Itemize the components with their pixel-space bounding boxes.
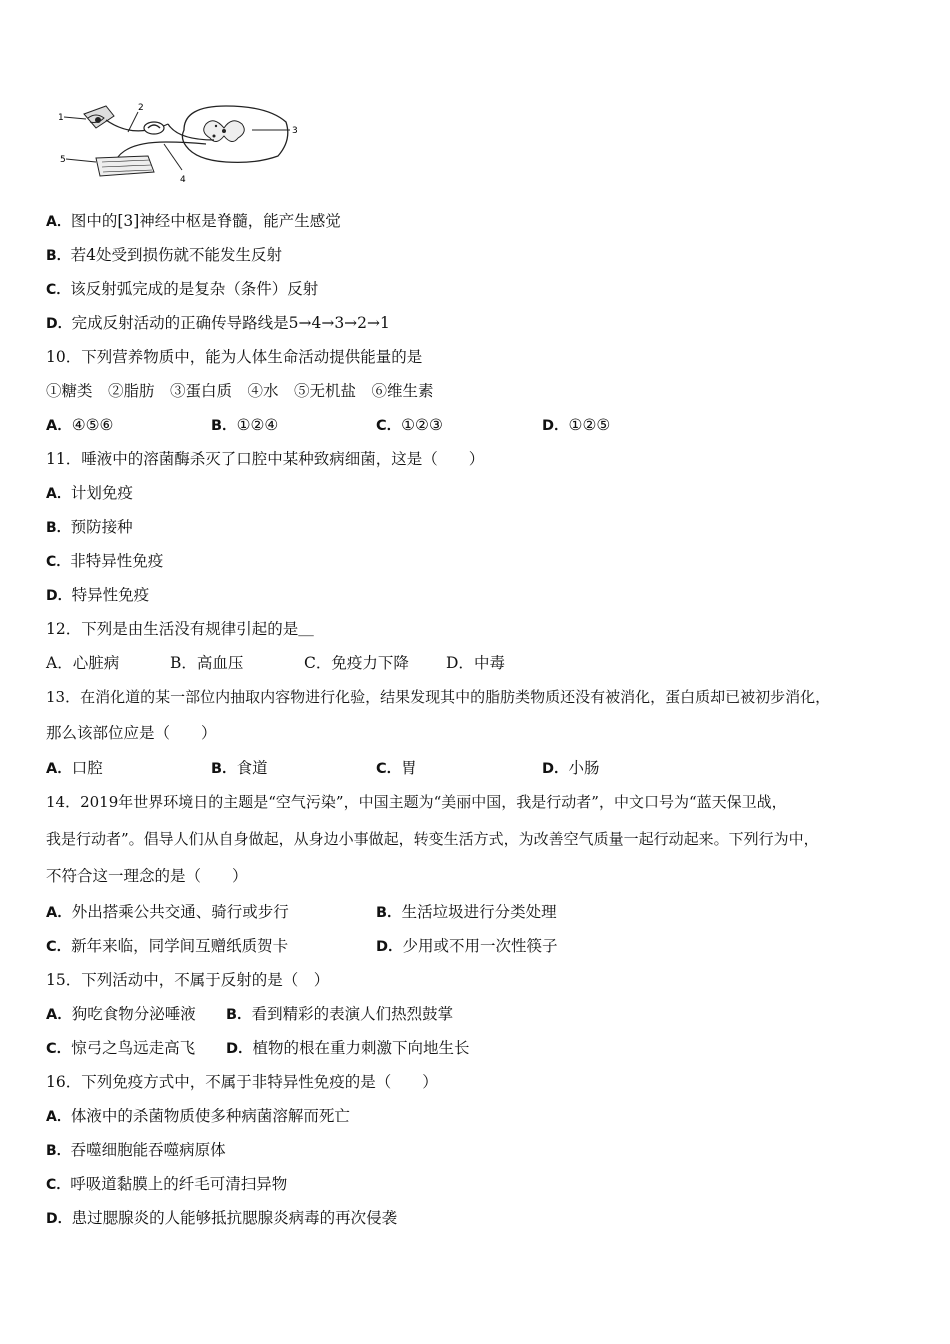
figure-label-1: 1 (58, 113, 64, 123)
q14-options-row2 (46, 936, 926, 956)
q10-options (46, 415, 926, 435)
q13-options (46, 758, 926, 778)
q16-option-b: B．吞噬细胞能吞噬病原体 (46, 1141, 226, 1159)
q9-option-b: B．若4处受到损伤就不能发生反射 (46, 246, 283, 264)
q11-option-d: D．特异性免疫 (46, 586, 150, 604)
q16-option-d: D．患过腮腺炎的人能够抵抗腮腺炎病毒的再次侵袭 (46, 1209, 398, 1227)
q16-option-c: C．呼吸道黏膜上的纤毛可清扫异物 (46, 1175, 288, 1193)
reflex-arc-figure (56, 100, 306, 188)
q14-options-row1 (46, 902, 926, 922)
q10-option-b: B．①②④ (211, 416, 279, 434)
q11-option-a: A．计划免疫 (46, 484, 133, 502)
figure-label-3: 3 (292, 126, 298, 136)
figure-label-2: 2 (138, 103, 144, 113)
q11-stem: 11．唾液中的溶菌酶杀灭了口腔中某种致病细菌，这是（ ） (46, 450, 485, 468)
q16-stem: 16．下列免疫方式中，不属于非特异性免疫的是（ ） (46, 1073, 438, 1091)
q14-stem-line3: 不符合这一理念的是（ ） (46, 867, 248, 885)
q14-stem-line1: 14．2019年世界环境日的主题是“空气污染”，中国主题为“美丽中国，我是行动者”，中文口号为“蓝天保卫战， (46, 793, 787, 811)
q14-option-d: D．少用或不用一次性筷子 (376, 937, 558, 955)
q10-items: ①糖类 ②脂肪 ③蛋白质 ④水 ⑤无机盐 ⑥维生素 (46, 382, 434, 400)
figure-label-5: 5 (60, 155, 66, 165)
q12-option-c: C．免疫力下降 (304, 654, 409, 672)
q12-options (46, 653, 926, 673)
q10-option-c: C．①②③ (376, 416, 443, 434)
q15-option-a: A．狗吃食物分泌唾液 (46, 1005, 196, 1023)
figure-label-4: 4 (180, 175, 186, 185)
q16-option-a: A．体液中的杀菌物质使多种病菌溶解而死亡 (46, 1107, 350, 1125)
q11-option-c: C．非特异性免疫 (46, 552, 164, 570)
q13-option-b: B．食道 (211, 759, 268, 777)
q14-stem-line2: 我是行动者”。倡导人们从自身做起，从身边小事做起，转变生活方式，为改善空气质量一起行动起来。下列行为中， (46, 830, 819, 848)
q15-options-row1 (46, 1004, 926, 1024)
q9-option-d: D．完成反射活动的正确传导路线是5→4→3→2→1 (46, 314, 390, 332)
q13-option-a: A．口腔 (46, 759, 103, 777)
q10-option-d: D．①②⑤ (542, 416, 611, 434)
q15-option-c: C．惊弓之鸟远走高飞 (46, 1039, 196, 1057)
q14-option-c: C．新年来临，同学间互赠纸质贺卡 (46, 937, 289, 955)
q15-options-row2 (46, 1038, 926, 1058)
q15-option-b: B．看到精彩的表演人们热烈鼓掌 (226, 1005, 454, 1023)
q12-option-d: D．中毒 (446, 654, 505, 672)
q13-stem-line1: 13．在消化道的某一部位内抽取内容物进行化验，结果发现其中的脂肪类物质还没有被消化，蛋白质却已被初步消化， (46, 688, 831, 706)
q14-option-b: B．生活垃圾进行分类处理 (376, 903, 557, 921)
q15-option-d: D．植物的根在重力刺激下向地生长 (226, 1039, 470, 1057)
q11-option-b: B．预防接种 (46, 518, 133, 536)
q12-stem: 12．下列是由生活没有规律引起的是＿ (46, 620, 314, 638)
q13-option-d: D．小肠 (542, 759, 600, 777)
q12-blank: ＿ (298, 620, 314, 638)
q15-stem: 15．下列活动中，不属于反射的是（ ） (46, 971, 330, 989)
q9-option-c: C．该反射弧完成的是复杂（条件）反射 (46, 280, 319, 298)
q10-option-a: A．④⑤⑥ (46, 416, 114, 434)
q14-option-a: A．外出搭乘公共交通、骑行或步行 (46, 903, 289, 921)
q10-stem: 10．下列营养物质中，能为人体生命活动提供能量的是 (46, 348, 423, 366)
q12-option-a: A．心脏病 (46, 654, 120, 672)
q12-option-b: B．高血压 (170, 654, 244, 672)
q13-option-c: C．胃 (376, 759, 417, 777)
q9-option-a: A．图中的[3]神经中枢是脊髓，能产生感觉 (46, 212, 341, 230)
q13-stem-line2: 那么该部位应是（ ） (46, 724, 217, 742)
